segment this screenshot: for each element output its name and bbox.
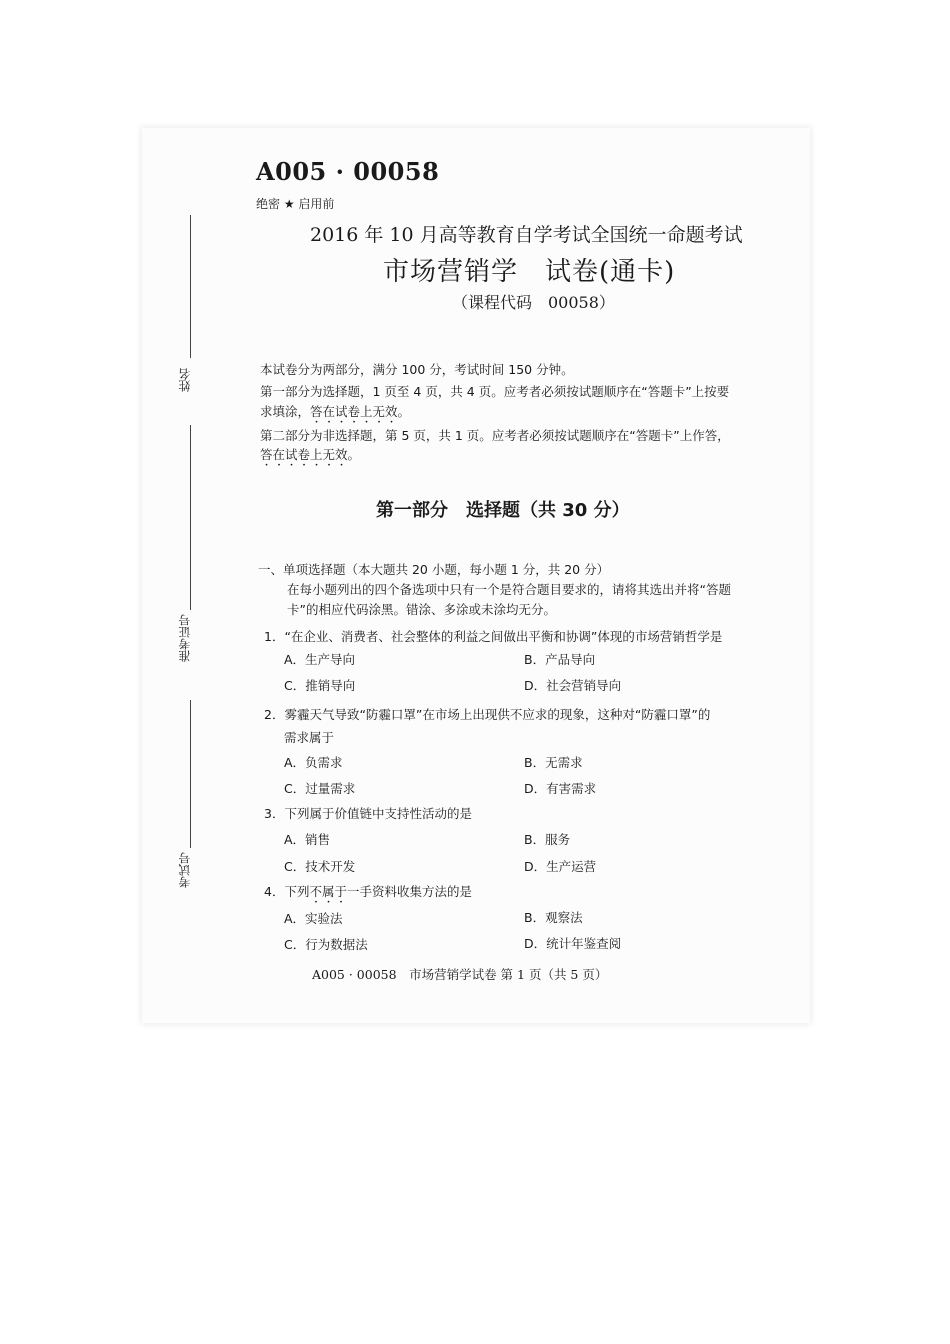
option-c: C．过量需求 (284, 781, 356, 796)
margin-line (190, 215, 191, 358)
option-a: A．生产导向 (284, 652, 356, 667)
name-label: 姓名 (178, 368, 192, 392)
option-c: C．行为数据法 (284, 937, 368, 952)
option-a: A．销售 (284, 832, 331, 847)
intro-line (260, 445, 360, 469)
intro-text: 求填涂， (260, 404, 311, 419)
intro-line: 第一部分为选择题，1 页至 4 页，共 4 页。应考者必须按试题顺序在“答题卡”上按要 (260, 384, 730, 399)
emphasis-text: 不属于 (309, 884, 347, 899)
intro-line: 第二部分为非选择题，第 5 页，共 1 页。应考者必须按试题顺序在“答题卡”上作答， (260, 428, 730, 443)
intro-line (260, 402, 410, 426)
admission-number-label: 准考证号 (178, 614, 192, 662)
margin-line (190, 700, 191, 848)
option-b: B．无需求 (524, 755, 583, 770)
section-heading: 一、单项选择题（本大题共 20 小题，每小题 1 分，共 20 分） (258, 562, 610, 577)
section-instruction: 卡”的相应代码涂黑。错涂、多涂或未涂均无分。 (287, 602, 556, 617)
question-stem: 3．下列属于价值链中支持性活动的是 (264, 806, 472, 821)
option-c: C．技术开发 (284, 859, 356, 874)
intro-line: 本试卷分为两部分，满分 100 分，考试时间 150 分钟。 (260, 362, 574, 377)
subject-title: 市场营销学 试卷(通卡) (383, 257, 676, 287)
page-footer: A005 · 00058 市场营销学试卷 第 1 页（共 5 页） (312, 967, 608, 982)
margin-line (190, 425, 191, 610)
exam-title: 2016 年 10 月高等教育自学考试全国统一命题考试 (310, 224, 743, 246)
option-a: A．实验法 (284, 911, 343, 926)
option-a: A．负需求 (284, 755, 343, 770)
exam-number-label: 考试号 (178, 852, 192, 888)
option-b: B．产品导向 (524, 652, 596, 667)
question-text: 4．下列 (264, 884, 310, 899)
question-stem: 1．“在企业、消费者、社会整体的利益之间做出平衡和协调”体现的市场营销哲学是 (264, 629, 723, 644)
option-b: B．服务 (524, 832, 571, 847)
option-d: D．有害需求 (524, 781, 597, 796)
paper-code: A005 · 00058 (256, 157, 440, 186)
question-stem: 2．雾霾天气导致“防霾口罩”在市场上出现供不应求的现象，这种对“防霾口罩”的 (264, 707, 711, 722)
option-d: D．社会营销导向 (524, 678, 622, 693)
emphasis-text: 答在试卷上无效 (310, 404, 398, 419)
question-text: 一手资料收集方法的是 (346, 884, 472, 899)
question-stem (264, 882, 472, 906)
option-b: B．观察法 (524, 910, 583, 925)
confidential-mark: 绝密 ★ 启用前 (256, 197, 335, 211)
question-stem-continued: 需求属于 (284, 730, 335, 745)
course-code: （课程代码 00058） (452, 293, 615, 312)
option-d: D．统计年鉴查阅 (524, 936, 622, 951)
intro-text: 。 (347, 447, 361, 462)
option-d: D．生产运营 (524, 859, 597, 874)
part-title: 第一部分 选择题（共 30 分） (376, 500, 630, 521)
intro-text: 。 (397, 404, 411, 419)
section-instruction: 在每小题列出的四个备选项中只有一个是符合题目要求的，请将其选出并将“答题 (287, 582, 731, 597)
emphasis-text: 答在试卷上无效 (260, 447, 348, 462)
option-c: C．推销导向 (284, 678, 356, 693)
